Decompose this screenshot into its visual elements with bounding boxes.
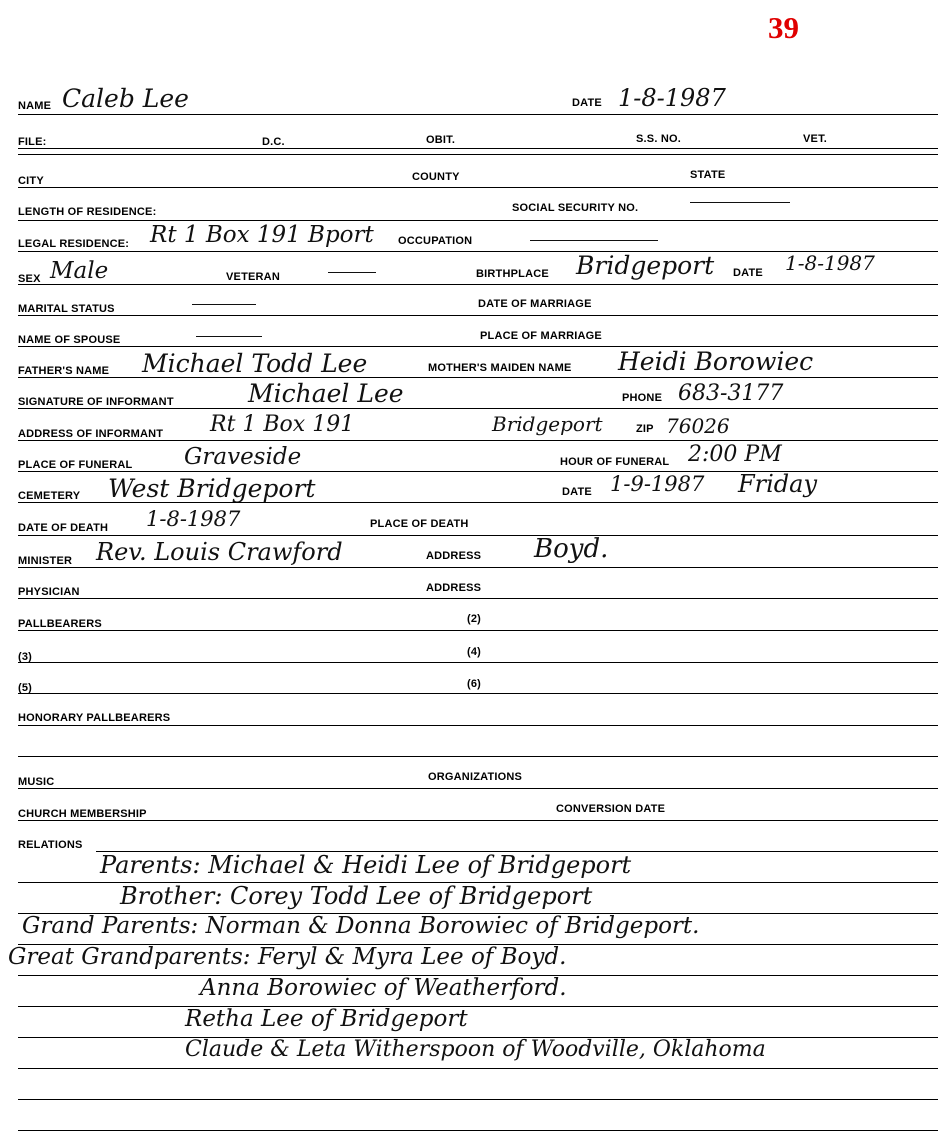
rule xyxy=(18,1130,938,1131)
rule xyxy=(18,440,938,441)
blank-dash xyxy=(690,202,790,203)
blank-dash xyxy=(328,272,376,273)
relation-line: Parents: Michael & Heidi Lee of Bridgeport xyxy=(100,851,632,879)
value-name: Caleb Lee xyxy=(62,84,189,113)
rule xyxy=(18,502,938,503)
label-legal-residence: LEGAL RESIDENCE: xyxy=(18,238,130,250)
rule xyxy=(18,756,938,757)
label-date-death: DATE OF DEATH xyxy=(18,522,109,534)
rule xyxy=(18,693,938,694)
value-sex: Male xyxy=(50,258,109,284)
label-cemetery: CEMETERY xyxy=(18,490,81,502)
rule xyxy=(18,408,938,409)
rule xyxy=(18,114,938,115)
rule xyxy=(18,377,938,378)
label-organizations: ORGANIZATIONS xyxy=(428,771,523,783)
rule xyxy=(18,567,938,568)
rule xyxy=(18,148,938,149)
label-address-informant: ADDRESS OF INFORMANT xyxy=(18,428,164,440)
label-zip: ZIP xyxy=(636,423,654,435)
rule xyxy=(18,1099,938,1100)
value-address-informant: Rt 1 Box 191 xyxy=(210,412,355,437)
label-physician: PHYSICIAN xyxy=(18,586,80,598)
label-pallbearer-4: (4) xyxy=(467,646,482,658)
label-obit: OBIT. xyxy=(426,134,456,146)
label-hour-funeral: HOUR OF FUNERAL xyxy=(560,456,670,468)
value-phone: 683-3177 xyxy=(678,381,784,406)
label-phone: PHONE xyxy=(622,392,663,404)
label-church-membership: CHURCH MEMBERSHIP xyxy=(18,808,147,820)
rule xyxy=(18,788,938,789)
label-pallbearer-6: (6) xyxy=(467,678,482,690)
value-cemetery-date: 1-9-1987 xyxy=(610,472,705,496)
label-name: NAME xyxy=(18,100,52,112)
relation-line: Claude & Leta Witherspoon of Woodville, Oklahoma xyxy=(185,1037,766,1062)
label-birth-date: DATE xyxy=(733,267,763,279)
label-place-funeral: PLACE OF FUNERAL xyxy=(18,459,133,471)
value-fathers-name: Michael Todd Lee xyxy=(142,349,368,378)
label-date-marriage: DATE OF MARRIAGE xyxy=(478,298,592,310)
label-pallbearer-2: (2) xyxy=(467,613,482,625)
label-place-marriage: PLACE OF MARRIAGE xyxy=(480,330,602,342)
rule xyxy=(18,220,938,221)
label-county: COUNTY xyxy=(412,171,460,183)
relation-line: Retha Lee of Bridgeport xyxy=(185,1006,468,1032)
label-veteran: VETERAN xyxy=(226,271,280,283)
blank-dash xyxy=(530,240,658,241)
rule xyxy=(18,535,938,536)
label-file: FILE: xyxy=(18,136,47,148)
label-minister-address: ADDRESS xyxy=(426,550,482,562)
label-physician-address: ADDRESS xyxy=(426,582,482,594)
label-place-death: PLACE OF DEATH xyxy=(370,518,469,530)
rule xyxy=(18,598,938,599)
label-marital-status: MARITAL STATUS xyxy=(18,303,115,315)
rule xyxy=(18,630,938,631)
label-state: STATE xyxy=(690,169,726,181)
label-honorary-pallbearers: HONORARY PALLBEARERS xyxy=(18,712,171,724)
label-signature-informant: SIGNATURE OF INFORMANT xyxy=(18,396,174,408)
label-relations: RELATIONS xyxy=(18,839,83,851)
rule xyxy=(18,725,938,726)
label-ssno: S.S. NO. xyxy=(636,133,681,145)
value-legal-residence: Rt 1 Box 191 Bport xyxy=(150,222,374,248)
value-birthplace: Bridgeport xyxy=(576,251,715,280)
label-vet: VET. xyxy=(803,133,828,145)
value-mothers-maiden: Heidi Borowiec xyxy=(618,347,814,376)
value-cemetery: West Bridgeport xyxy=(108,474,316,503)
rule xyxy=(18,662,938,663)
rule xyxy=(18,1068,938,1069)
label-occupation: OCCUPATION xyxy=(398,235,473,247)
value-date: 1-8-1987 xyxy=(618,84,726,112)
value-birth-date: 1-8-1987 xyxy=(785,251,875,275)
label-social-security: SOCIAL SECURITY NO. xyxy=(512,202,639,214)
value-signature-informant: Michael Lee xyxy=(248,379,404,408)
label-pallbearer-3: (3) xyxy=(18,651,33,663)
rule xyxy=(18,315,938,316)
relation-line: Brother: Corey Todd Lee of Bridgeport xyxy=(120,882,593,910)
value-minister-address: Boyd. xyxy=(534,534,609,564)
value-date-death: 1-8-1987 xyxy=(146,507,241,531)
rule xyxy=(18,187,938,188)
label-conversion-date: CONVERSION DATE xyxy=(556,803,666,815)
label-length-residence: LENGTH OF RESIDENCE: xyxy=(18,206,157,218)
label-dc: D.C. xyxy=(262,136,285,148)
blank-dash xyxy=(196,336,262,337)
label-sex: SEX xyxy=(18,273,41,285)
rule xyxy=(18,284,938,285)
relation-line: Grand Parents: Norman & Donna Borowiec of Bridgeport. xyxy=(22,913,700,939)
relation-line: Anna Borowiec of Weatherford. xyxy=(200,975,567,1001)
rule xyxy=(18,1006,938,1007)
label-fathers-name: FATHER'S NAME xyxy=(18,365,110,377)
label-mothers-maiden: MOTHER'S MAIDEN NAME xyxy=(428,362,572,374)
relation-line: Great Grandparents: Feryl & Myra Lee of Boyd. xyxy=(8,944,567,970)
label-pallbearers: PALLBEARERS xyxy=(18,618,102,630)
label-city: CITY xyxy=(18,175,44,187)
label-minister: MINISTER xyxy=(18,555,73,567)
page-number: 39 xyxy=(768,10,799,45)
blank-dash xyxy=(192,304,256,305)
label-pallbearer-5: (5) xyxy=(18,682,33,694)
value-address-city: Bridgeport xyxy=(492,412,603,436)
value-hour-funeral: 2:00 PM xyxy=(688,442,782,467)
value-cemetery-day: Friday xyxy=(738,470,818,498)
label-cemetery-date: DATE xyxy=(562,486,592,498)
rule xyxy=(18,820,938,821)
value-place-funeral: Graveside xyxy=(184,444,302,470)
label-date: DATE xyxy=(572,97,602,109)
rule xyxy=(18,154,938,155)
label-name-spouse: NAME OF SPOUSE xyxy=(18,334,121,346)
label-music: MUSIC xyxy=(18,776,55,788)
value-zip: 76026 xyxy=(666,414,730,438)
label-birthplace: BIRTHPLACE xyxy=(476,268,549,280)
value-minister: Rev. Louis Crawford xyxy=(96,538,343,566)
